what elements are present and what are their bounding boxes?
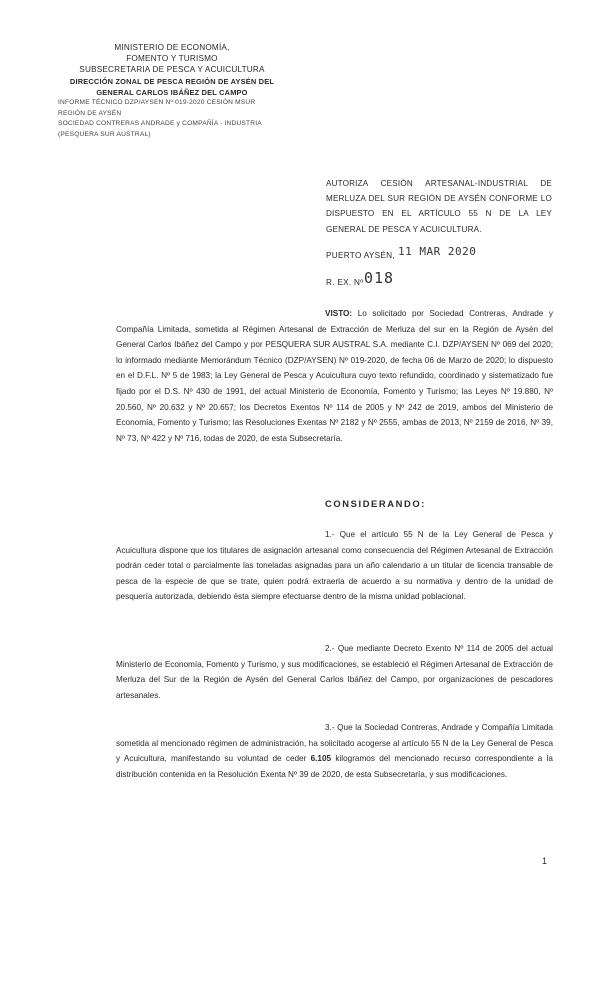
visto-lead: VISTO: [325,309,353,318]
header-fomento: FOMENTO Y TURISMO [126,54,218,64]
header-general: GENERAL CARLOS IBÁÑEZ DEL CAMPO [96,87,248,97]
ceded-amount: 6.105 [310,754,332,764]
page-number: 1 [542,856,548,866]
header-sociedad: SOCIEDAD CONTRERAS ANDRADE y COMPAÑÍA - INDUSTRIA [58,120,262,128]
rex-number-stamp: 018 [364,269,395,287]
rex-label: R. EX. Nº [326,278,364,287]
date-stamp: 11 MAR 2020 [398,245,477,258]
considerando-2: 2.- Que mediante Decreto Exento Nº 114 de 2005 del actual Ministerio de Economía, Fomento y Turismo, y sus modificaciones, se estableció el Régimen Artesanal de Extracción de Merluza del Sur de la Región de Aysén del General Carlos Ibáñez del Campo, por organizaciones de pescadores artesanales. [116,644,553,700]
considerando-3 [116,720,553,782]
header-pesquera: (PESQUERA SUR AUSTRAL) [58,130,151,138]
resolution-summary: AUTORIZA CESIÓN ARTESANAL-INDUSTRIAL DE MERLUZA DEL SUR REGIÓN DE AYSÉN CONFORME LO DISPUESTO EN EL ARTÍCULO 55 N DE LA LEY GENERAL DE PESCA Y ACUICULTURA. [326,179,552,234]
visto-paragraph [116,306,553,446]
header-ministerio: MINISTERIO DE ECONOMÍA, [114,43,230,52]
header-region: REGIÓN DE AYSÉN [58,109,122,117]
considerando-3-text-a: 3.- Que la Sociedad Contreras, Andrade y Compañía Limitada sometida al mencionado régimen de administración, ha solicitado acogerse al artículo 55 N de la Ley General de Pesca y Acuicultura, manifestando su voluntad de ceder [116,723,553,764]
considerando-3-text-b: kilogramos del mencionado recurso correspondiente a la distribución contenida en la Resolución Exenta Nº 39 de 2020, de esta Subsecretaría, y sus modificaciones. [116,754,553,779]
considerando-1: 1.- Que el artículo 55 N de la Ley General de Pesca y Acuicultura dispone que los titulares de asignación artesanal como consecuencia del Régimen Artesanal de Extracción podrán ceder total o parcialmente las toneladas asignadas para un año calendario a un titular de licencia transable de pesca de la especie de que se trate, quien podrá extraerla de acuerdo a su normativa y dentro de la unidad de pesquería autorizada, debiendo ésta siempre efectuarse dentro de la misma unidad poblacional. [116,530,553,602]
place-label: PUERTO AYSÉN, [326,251,395,260]
letterhead [58,42,282,140]
considerando-heading: CONSIDERANDO: [325,498,427,509]
header-subsecretaria: SUBSECRETARIA DE PESCA Y ACUICULTURA [79,65,265,75]
visto-text: Lo solicitado por Sociedad Contreras, Andrade y Compañía Limitada, sometida al Régimen Artesanal de Extracción de Merluza del sur en la Región de Aysén del General Carlos Ibáñez del Campo y por PESQUERA SUR AUSTRAL S.A. mediante C.I. DZP/AYSEN Nº 069 del 2020; lo informado mediante Memorándum Técnico (DZP/AYSEN) Nº 019-2020, de fecha 06 de Marzo de 2020; lo dispuesto en el D.F.L. Nº 5 de 1983; la Ley General de Pesca y Acuicultura cuyo texto refundido, coordinado y sistematizado fue fijado por el D.S. Nº 430 de 1991, del actual Ministerio de Economía, Fomento y Turismo; las Leyes Nº 19.880, Nº 20.560, Nº 20.632 y Nº 20.657; los Decretos Exentos Nº 114 de 2005 y Nº 242 de 2019, ambos del Ministerio de Economía, Fomento y Turismo; las Resoluciones Exentas Nº 2182 y Nº 2555, ambas de 2013, Nº 2159 de 2016, Nº 39, Nº 73, Nº 422 y Nº 716, todas de 2020, de esta Subsecretaría. [116,309,553,443]
header-direccion: DIRECCIÓN ZONAL DE PESCA REGIÓN DE AYSÉN DEL [69,76,275,86]
header-informe: INFORME TÉCNICO DZP/AYSEN Nº 019-2020 CESIÓN MSUR [58,99,256,107]
